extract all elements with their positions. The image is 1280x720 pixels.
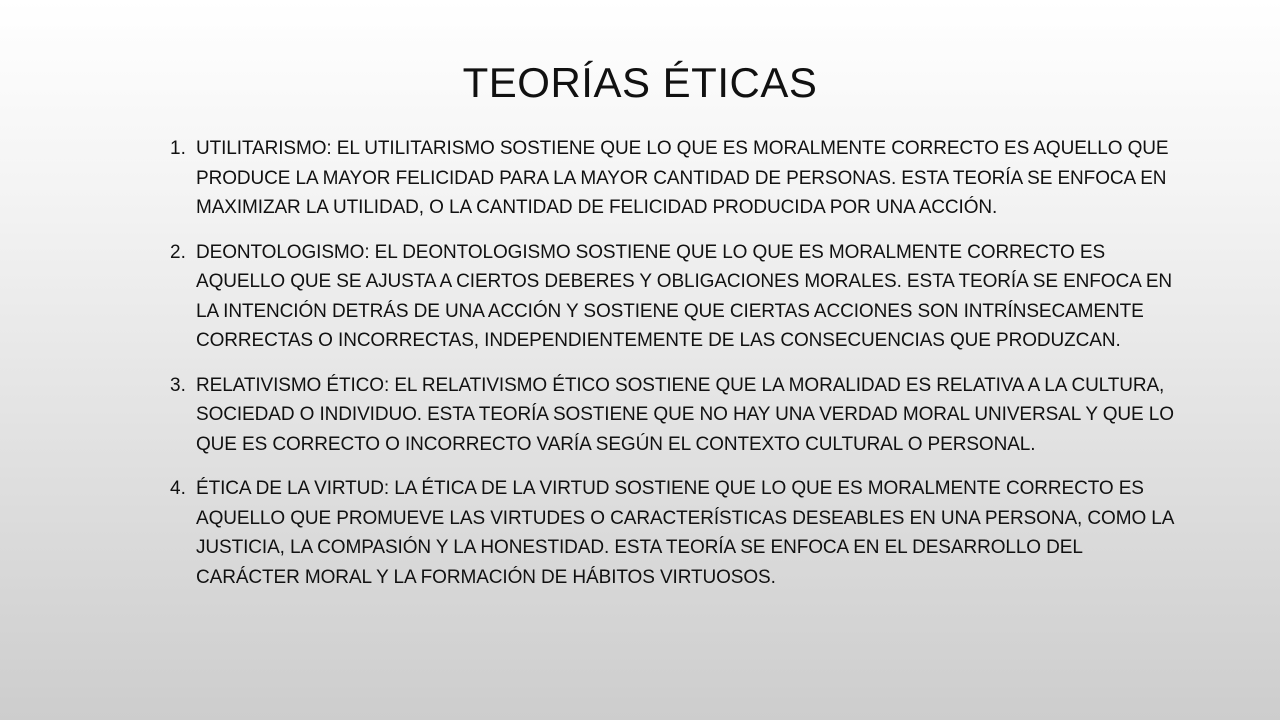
list-item-text: RELATIVISMO ÉTICO: EL RELATIVISMO ÉTICO SOSTIENE QUE LA MORALIDAD ES RELATIVA A LA CULTURA, SOCIEDAD O INDIVIDUO. ESTA TEORÍA SOSTIENE QUE NO HAY UNA VERDAD MORAL UNIVERSAL Y QUE LO QUE ES CORRECTO O INCORRECTO VARÍA SEGÚN EL CONTEXTO CULTURAL O PERSONAL. xyxy=(196,374,1174,455)
list-item-number xyxy=(164,474,196,504)
list-number-label: 3. xyxy=(170,374,186,396)
list-item-text: ÉTICA DE LA VIRTUD: LA ÉTICA DE LA VIRTUD SOSTIENE QUE LO QUE ES MORALMENTE CORRECTO ES AQUELLO QUE PROMUEVE LAS VIRTUDES O CARACTERÍSTICAS DESEABLES EN UNA PERSONA, COMO LA JUSTICIA, LA COMPASIÓN Y LA HONESTIDAD. ESTA TEORÍA SE ENFOCA EN EL DESARROLLO DEL CARÁCTER MORAL Y LA FORMACIÓN DE HÁBITOS VIRTUOSOS. xyxy=(196,478,1174,588)
list-item-utilitarismo xyxy=(164,134,1174,223)
list-item-text: UTILITARISMO: EL UTILITARISMO SOSTIENE QUE LO QUE ES MORALMENTE CORRECTO ES AQUELLO QUE PRODUCE LA MAYOR FELICIDAD PARA LA MAYOR CANTIDAD DE PERSONAS. ESTA TEORÍA SE ENFOCA EN MAXIMIZAR LA UTILIDAD, O LA CANTIDAD DE FELICIDAD PRODUCIDA POR UNA ACCIÓN. xyxy=(196,138,1169,218)
list-item-number xyxy=(164,134,196,164)
list-item-text: DEONTOLOGISMO: EL DEONTOLOGISMO SOSTIENE QUE LO QUE ES MORALMENTE CORRECTO ES AQUELLO QUE SE AJUSTA A CIERTOS DEBERES Y OBLIGACIONES MORALES. ESTA TEORÍA SE ENFOCA EN LA INTENCIÓN DETRÁS DE UNA ACCIÓN Y SOSTIENE QUE CIERTAS ACCIONES SON INTRÍNSECAMENTE CORRECTAS O INCORRECTAS, INDEPENDIENTEMENTE DE LAS CONSECUENCIAS QUE PRODUZCAN. xyxy=(196,241,1173,351)
list-number-label: 2. xyxy=(170,241,186,263)
slide-title: TEORÍAS ÉTICAS xyxy=(462,59,818,106)
list-item-number xyxy=(164,371,196,401)
theories-list xyxy=(164,134,1174,607)
list-item-relativismo-etico xyxy=(164,371,1174,460)
list-item-deontologismo xyxy=(164,238,1174,356)
list-item-etica-de-la-virtud xyxy=(164,474,1174,592)
list-number-label: 4. xyxy=(170,478,186,499)
list-number-label: 1. xyxy=(170,138,186,159)
list-item-number xyxy=(164,238,196,268)
